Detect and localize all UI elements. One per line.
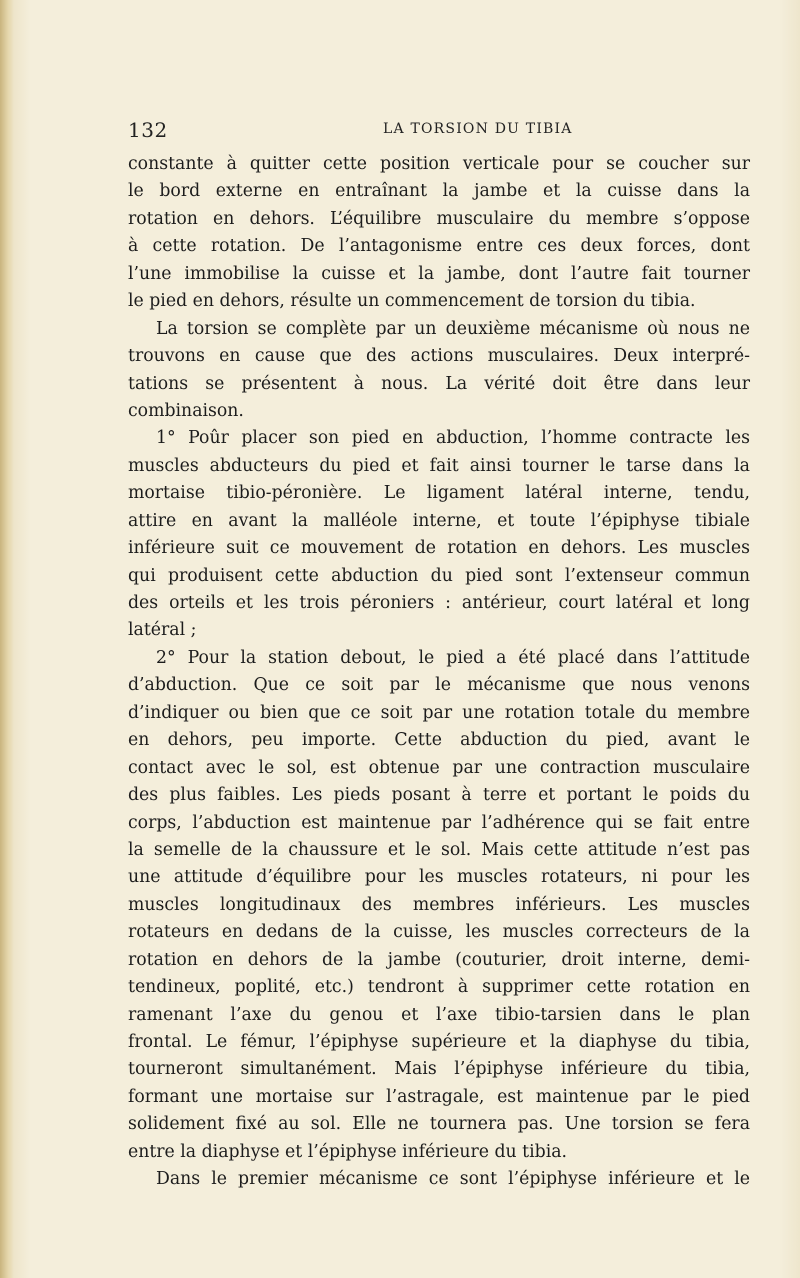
text-line: rotation en dehors. L’équilibre musculaire du membre s’oppose	[128, 208, 750, 229]
running-title: LA TORSION DU TIBIA	[383, 121, 573, 137]
text-line: attire en avant la malléole interne, et toute l’épiphyse tibiale	[128, 510, 750, 531]
text-line: 1° Poûr placer son pied en abduction, l’homme contracte les	[156, 428, 750, 449]
text-line: l’une immobilise la cuisse et la jambe, dont l’autre fait tourner	[128, 263, 750, 284]
text-line: tations se présentent à nous. La vérité doit être dans leur	[128, 373, 750, 394]
text-line: entre la diaphyse et l’épiphyse inférieure du tibia.	[128, 1141, 568, 1162]
running-head	[128, 118, 748, 142]
text-line: corps, l’abduction est maintenue par l’adhérence qui se fait entre	[128, 812, 750, 833]
text-line: inférieure suit ce mouvement de rotation en dehors. Les muscles	[128, 538, 750, 559]
text-line: formant une mortaise sur l’astragale, est maintenue par le pied	[128, 1086, 750, 1107]
text-line: constante à quitter cette position verticale pour se coucher sur	[128, 154, 750, 174]
text-line: le pied en dehors, résulte un commencement de torsion du tibia.	[128, 291, 696, 312]
page-edge-shadow	[0, 0, 14, 1278]
text-line: rotateurs en dedans de la cuisse, les muscles correcteurs de la	[128, 922, 750, 943]
text-line: muscles abducteurs du pied et fait ainsi tourner le tarse dans la	[128, 455, 750, 476]
text-line: à cette rotation. De l’antagonisme entre ces deux forces, dont	[128, 236, 750, 257]
body-text	[128, 151, 750, 1194]
text-line: qui produisent cette abduction du pied sont l’extenseur commun	[128, 565, 750, 586]
text-line: trouvons en cause que des actions musculaires. Deux interpré-	[128, 346, 750, 367]
text-line: rotation en dehors de la jambe (couturier, droit interne, demi-	[128, 949, 750, 970]
text-line: mortaise tibio-péronière. Le ligament latéral interne, tendu,	[128, 483, 750, 504]
text-line: la semelle de la chaussure et le sol. Mais cette attitude n’est pas	[128, 839, 750, 860]
text-line: ramenant l’axe du genou et l’axe tibio-tarsien dans le plan	[128, 1004, 750, 1025]
text-line: le bord externe en entraînant la jambe et la cuisse dans la	[128, 181, 750, 202]
text-line: des plus faibles. Les pieds posant à terre et portant le poids du	[128, 785, 750, 806]
text-line: muscles longitudinaux des membres inférieurs. Les muscles	[128, 894, 750, 915]
text-line: tendineux, poplité, etc.) tendront à supprimer cette rotation en	[128, 977, 750, 998]
text-line: d’indiquer ou bien que ce soit par une rotation totale du membre	[128, 702, 750, 723]
text-line: d’abduction. Que ce soit par le mécanisme que nous venons	[128, 675, 750, 696]
text-line: combinaison.	[128, 400, 244, 421]
text-line: solidement fixé au sol. Elle ne tournera pas. Une torsion se fera	[128, 1114, 750, 1135]
text-line: des orteils et les trois péroniers : antérieur, court latéral et long	[128, 593, 750, 613]
text-line: tourneront simultanément. Mais l’épiphyse inférieure du tibia,	[128, 1059, 750, 1080]
text-line: une attitude d’équilibre pour les muscles rotateurs, ni pour les	[128, 867, 750, 888]
page-number: 132	[128, 118, 168, 142]
text-line: contact avec le sol, est obtenue par une contraction musculaire	[128, 757, 750, 778]
text-line: en dehors, peu importe. Cette abduction du pied, avant le	[128, 730, 750, 751]
text-line: Dans le premier mécanisme ce sont l’épiphyse inférieure et le	[156, 1169, 750, 1190]
text-line: 2° Pour la station debout, le pied a été placé dans l’attitude	[156, 647, 750, 668]
text-line: La torsion se complète par un deuxième mécanisme où nous ne	[156, 318, 750, 339]
text-line: frontal. Le fémur, l’épiphyse supérieure et la diaphyse du tibia,	[128, 1032, 750, 1052]
text-line: latéral ;	[128, 620, 197, 641]
